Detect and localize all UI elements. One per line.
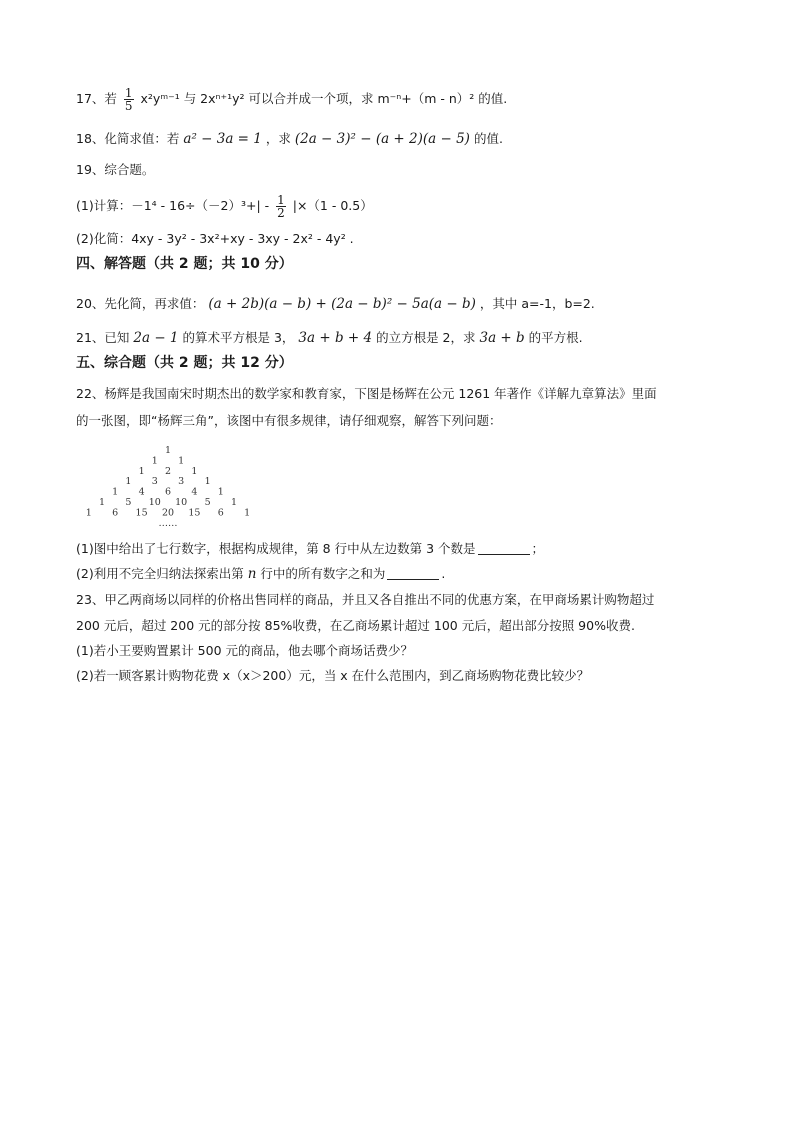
q20-expression: (a + 2b)(a − b) + (2a − b)² − 5a(a − b) xyxy=(208,296,476,312)
q21-expr-3: 3a + b xyxy=(479,330,525,346)
q22-p2-end: . xyxy=(441,566,446,581)
q17-prefix: 17、若 xyxy=(76,91,117,106)
triangle-number-r5-c5: 1 xyxy=(217,486,224,498)
triangle-number-r6-c3: 10 xyxy=(148,497,161,508)
q19-p1-fraction xyxy=(276,194,286,219)
triangle-number-r7-c5: 15 xyxy=(188,507,201,519)
q20-suffix: ，其中 a=-1，b=2. xyxy=(479,296,595,311)
question-22-part2 xyxy=(76,564,445,584)
q18-prefix: 18、化简求值：若 xyxy=(76,131,180,146)
q17-fraction-denominator: 5 xyxy=(124,99,133,113)
triangle-number-r7-c6: 6 xyxy=(217,507,224,519)
question-21 xyxy=(76,328,583,348)
triangle-number-r5-c3: 6 xyxy=(164,486,172,498)
q21-expr-1: 2a − 1 xyxy=(133,330,179,346)
question-22-part1 xyxy=(76,539,544,559)
q20-prefix: 20、先化简，再求值： xyxy=(76,296,205,311)
q18-condition: a² − 3a = 1 xyxy=(183,131,262,147)
triangle-number-r7-c7: 1 xyxy=(244,507,251,519)
triangle-number-r3-c1: 1 xyxy=(138,465,145,477)
q21-mid-1: 的算术平方根是 3， xyxy=(182,330,295,345)
q18-expression: (2a − 3)² − (a + 2)(a − 5) xyxy=(294,131,470,147)
triangle-number-r4-c1: 1 xyxy=(125,476,132,488)
q22-p1-end: ； xyxy=(531,541,545,556)
q17-fraction-numerator: 1 xyxy=(124,86,133,100)
q22-p2-text-a: (2)利用不完全归纳法探索出第 xyxy=(76,566,244,581)
q22-p2-n: n xyxy=(247,566,257,582)
q22-p1-text: (1)图中给出了七行数字，根据构成规律，第 8 行中从左边数第 3 个数是 xyxy=(76,541,476,556)
yang-hui-triangle-figure xyxy=(76,444,276,528)
triangle-number-r5-c1: 1 xyxy=(112,486,119,498)
q21-mid-2: 的立方根是 2，求 xyxy=(376,330,476,345)
q17-fraction xyxy=(124,87,134,112)
triangle-number-r7-c4: 20 xyxy=(161,507,175,519)
q22-p2-answer-blank[interactable] xyxy=(387,567,439,580)
question-19-part2: (2)化简：4xy - 3y² - 3x²+xy - 3xy - 2x² - 4y² . xyxy=(76,231,354,246)
q21-suffix: 的平方根. xyxy=(528,330,583,345)
question-22-line-2: 的一张图，即“杨辉三角”，该图中有很多规律，请仔细观察，解答下列问题： xyxy=(76,413,502,428)
triangle-number-r6-c5: 5 xyxy=(204,497,211,508)
triangle-number-r4-c4: 1 xyxy=(204,476,211,488)
triangle-number-r4-c2: 3 xyxy=(151,476,158,488)
triangle-number-r5-c2: 4 xyxy=(138,486,145,498)
question-17 xyxy=(76,87,507,112)
triangle-number-r2-c1: 1 xyxy=(151,455,158,467)
question-23-line-1: 23、甲乙两商场以同样的价格出售同样的商品，并且又各自推出不同的优惠方案，在甲商场累计购物超过 xyxy=(76,592,655,607)
triangle-number-r3-c2: 2 xyxy=(164,465,172,477)
section-5-heading: 五、综合题（共 2 题；共 12 分） xyxy=(76,355,293,371)
question-23-part1: (1)若小王要购置累计 500 元的商品，他去哪个商场话费少？ xyxy=(76,643,414,658)
triangle-number-r6-c6: 1 xyxy=(230,497,238,508)
triangle-number-r4-c3: 3 xyxy=(178,476,185,488)
q21-prefix: 21、已知 xyxy=(76,330,130,345)
q18-mid: ，求 xyxy=(265,131,291,146)
triangle-number-r7-c3: 15 xyxy=(135,507,148,519)
triangle-number-r1-c1: 1 xyxy=(164,445,172,456)
question-23-part2: (2)若一顾客累计购物花费 x（x＞200）元，当 x 在什么范围内，到乙商场购物花费比较少？ xyxy=(76,668,590,683)
q17-text: 与 2xⁿ⁺¹y² 可以合并成一个项，求 m⁻ⁿ+（m - n）² 的值. xyxy=(183,91,508,106)
q18-suffix: 的值. xyxy=(473,131,503,146)
triangle-number-r6-c2: 5 xyxy=(125,497,132,508)
q22-p1-answer-blank[interactable] xyxy=(478,542,530,555)
triangle-number-r6-c4: 10 xyxy=(175,497,188,508)
q19-p1-prefix: (1)计算：－1⁴ - 16÷（－2）³+| - xyxy=(76,198,270,213)
triangle-number-r6-c1: 1 xyxy=(98,497,106,508)
triangle-number-r7-c2: 6 xyxy=(112,507,119,519)
triangle-number-r7-c1: 1 xyxy=(85,507,92,519)
q19-p1-fraction-denominator: 2 xyxy=(277,206,285,220)
q19-p1-fraction-numerator: 1 xyxy=(277,193,285,207)
triangle-number-r5-c4: 4 xyxy=(191,486,198,498)
question-20 xyxy=(76,294,595,314)
question-22-line-1: 22、杨辉是我国南宋时期杰出的数学家和教育家，下图是杨辉在公元 1261 年著作《详解九章算法》里面 xyxy=(76,386,657,401)
triangle-number-r3-c3: 1 xyxy=(191,465,198,477)
question-18 xyxy=(76,129,503,149)
triangle-continuation: …… xyxy=(158,517,178,528)
yang-hui-triangle xyxy=(76,444,276,528)
q17-term: x²yᵐ⁻¹ xyxy=(140,91,180,106)
q21-expr-2: 3a + b + 4 xyxy=(298,330,373,346)
question-23-line-2: 200 元后，超过 200 元的部分按 85%收费，在乙商场累计超过 100 元后，超出部分按照 90%收费. xyxy=(76,618,635,633)
question-19-title: 19、综合题。 xyxy=(76,162,155,177)
question-19-part1 xyxy=(76,194,373,219)
q19-p1-suffix: |×（1 - 0.5） xyxy=(292,198,373,213)
q22-p2-text-b: 行中的所有数字之和为 xyxy=(260,566,386,581)
section-4-heading: 四、解答题（共 2 题；共 10 分） xyxy=(76,256,293,272)
triangle-number-r2-c2: 1 xyxy=(178,455,185,467)
